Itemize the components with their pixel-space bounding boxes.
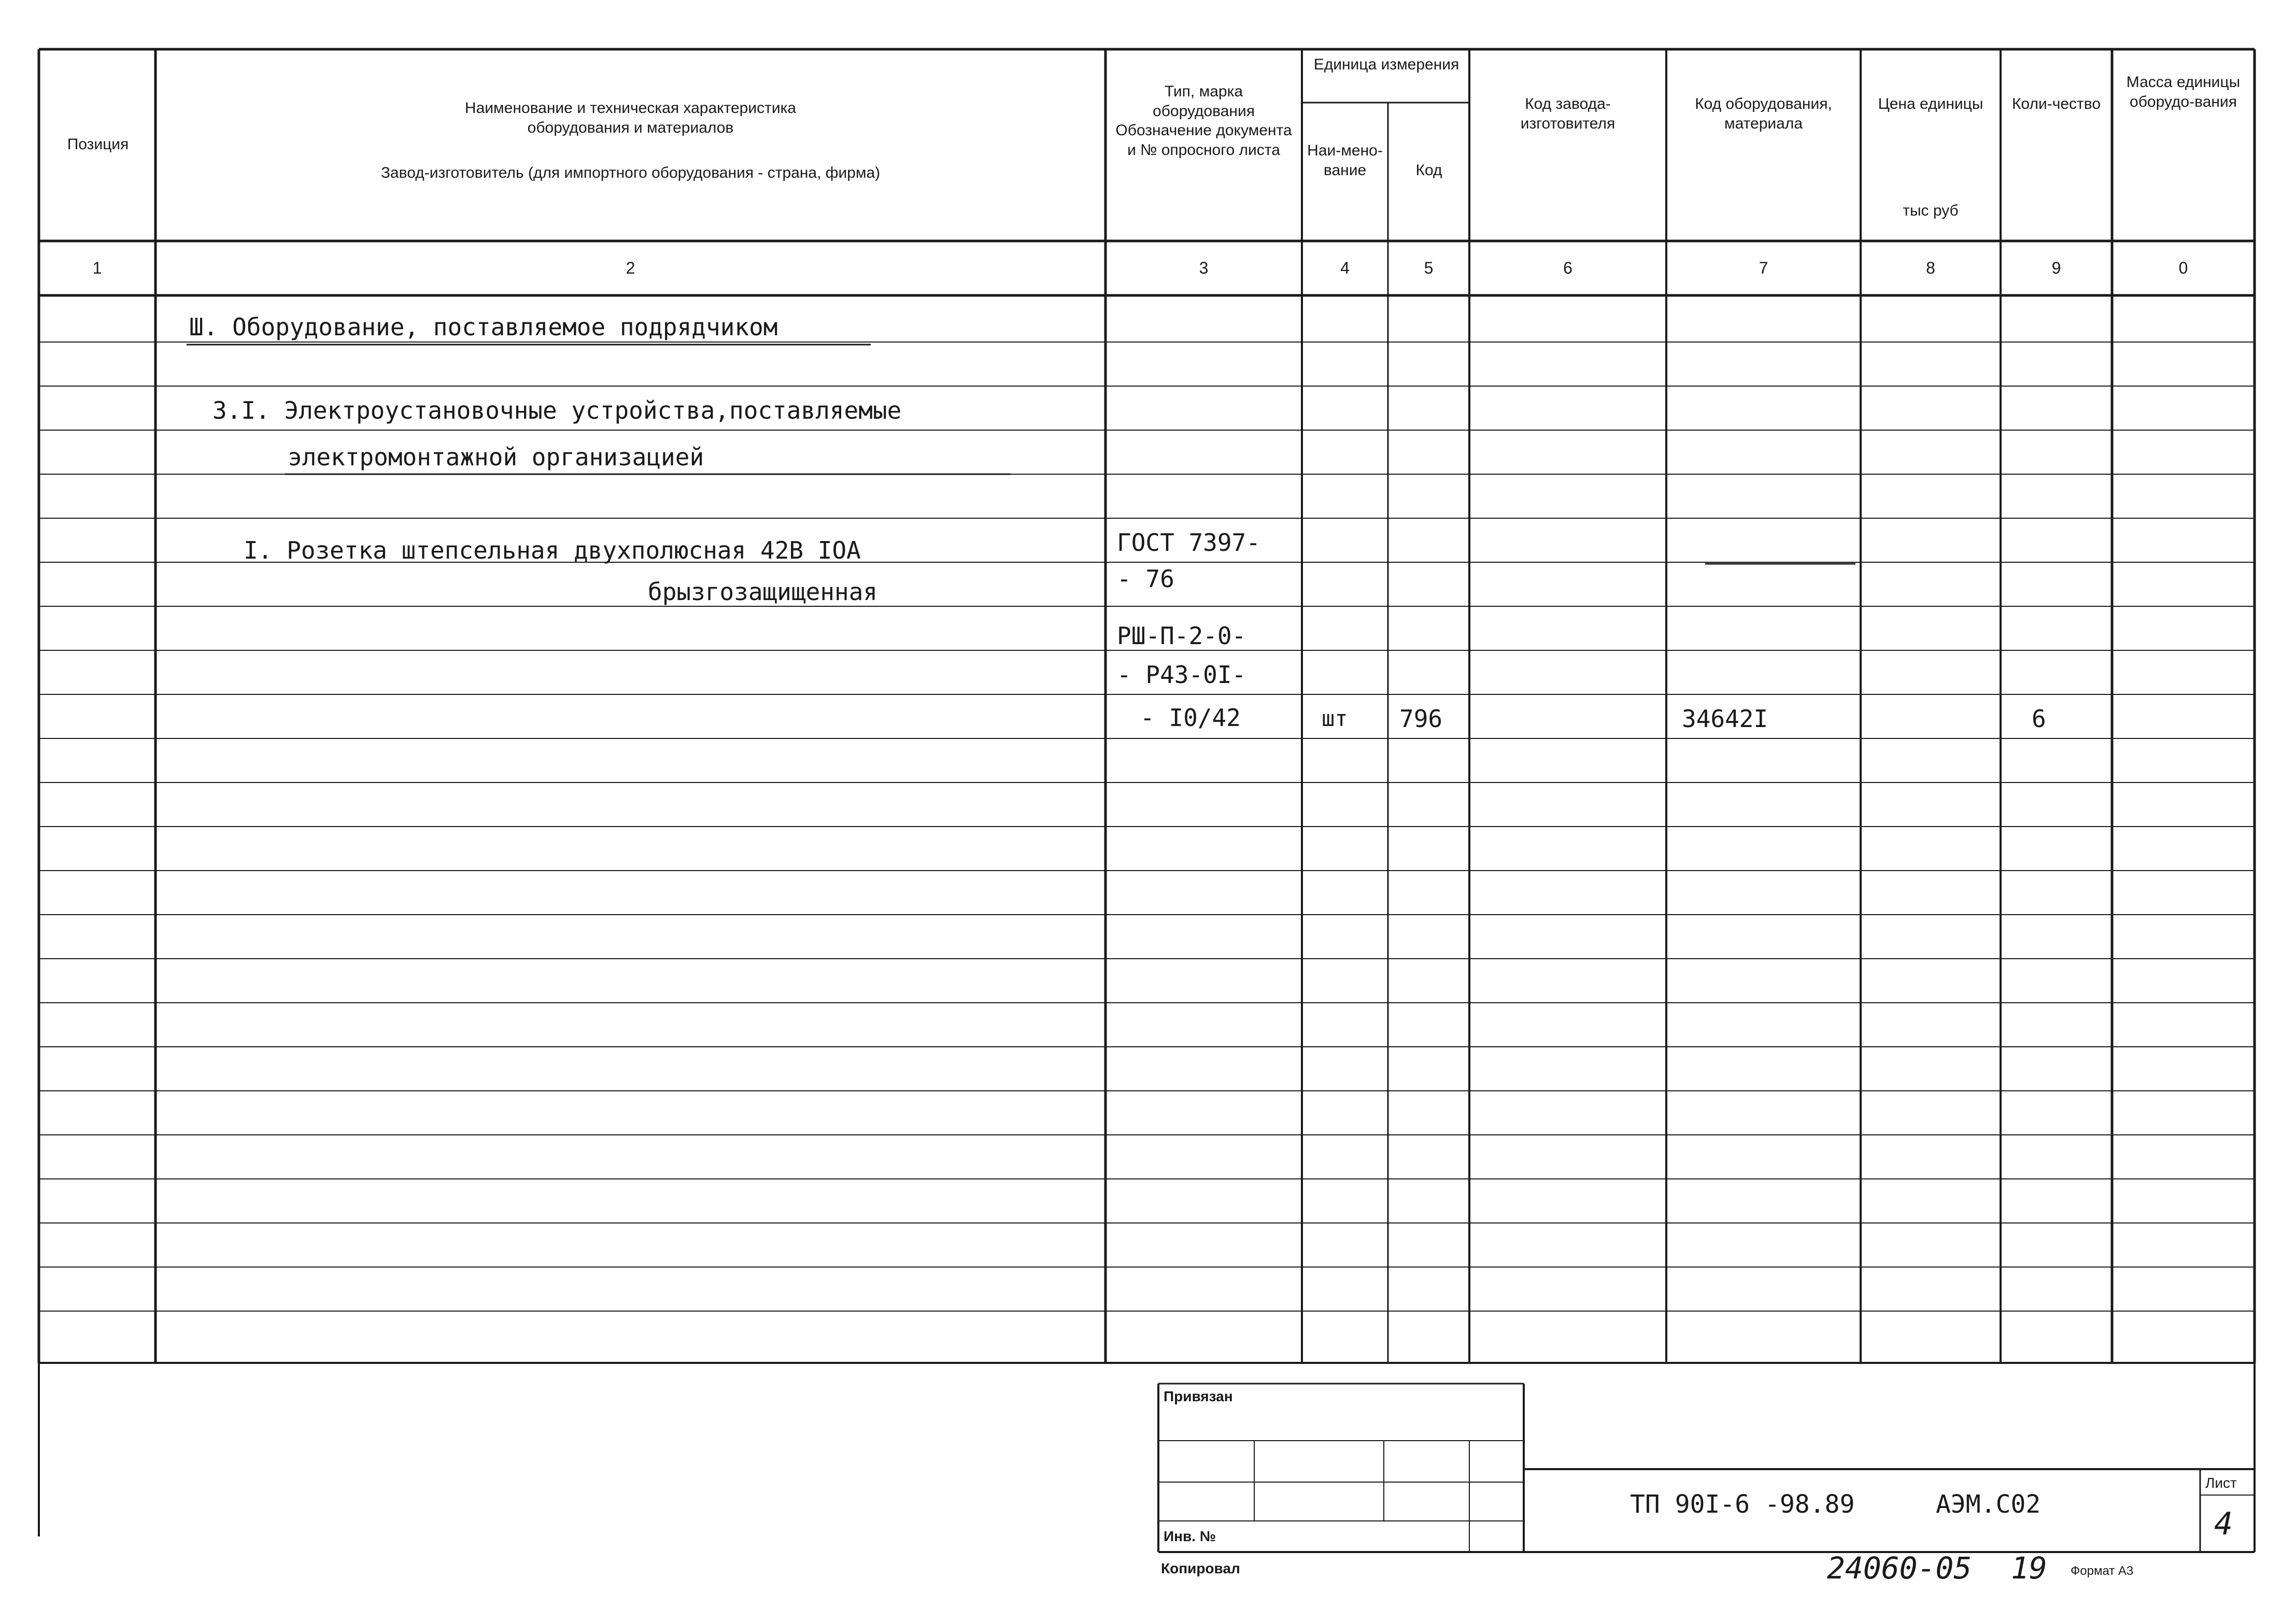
header-unit-group: Единица измерения	[1313, 56, 1459, 73]
stamp-sheet-number: 4	[2214, 1506, 2233, 1542]
subsection-title-line1: 3.I. Электроустановочные устройства,поставляемые	[212, 396, 902, 424]
footer-format: Формат А3	[2071, 1564, 2134, 1578]
column-number-5: 5	[1424, 259, 1434, 277]
item-name-line1: I. Розетка штепсельная двухполюсная 42В IOA	[244, 536, 861, 564]
stamp-linked: Привязан	[1164, 1388, 1233, 1404]
stamp-sheet-label: Лист	[2205, 1475, 2237, 1491]
item-type-line5: - I0/42	[1140, 704, 1241, 732]
column-number-1: 1	[92, 259, 102, 277]
header-unit-name: Наи-мено-вание	[1307, 142, 1383, 179]
item-type-line2: - 76	[1117, 565, 1174, 593]
column-number-3: 3	[1199, 259, 1209, 277]
footer-archive-number: 24060-05	[1827, 1550, 1972, 1586]
header-name-line3: Завод-изготовитель (для импортного оборудования - страна, фирма)	[380, 164, 881, 181]
stamp-designation: ТП 90I-6 -98.89	[1630, 1490, 1855, 1519]
item-unit-code: 796	[1399, 705, 1443, 733]
footer-sheet-archive: 19	[2011, 1550, 2047, 1586]
header-name-line1: Наименование и техническая характеристика	[464, 99, 797, 117]
item-equipment-code: 34642I	[1682, 705, 1768, 733]
item-type-line1: ГОСТ 7397-	[1117, 529, 1260, 557]
item-unit: шт	[1322, 706, 1348, 731]
item-type-line4: - Р43-0I-	[1117, 661, 1246, 689]
column-number-10: 0	[2178, 259, 2188, 277]
column-number-7: 7	[1759, 259, 1768, 277]
header-quantity: Коли-чество	[2011, 95, 2101, 112]
stamp-code: АЭМ.С02	[1936, 1490, 2041, 1519]
header-name-line2: оборудования и материалов	[527, 119, 734, 136]
column-number-9: 9	[2051, 259, 2061, 277]
header-price-unit: тыс руб	[1903, 202, 1959, 219]
column-number-8: 8	[1926, 259, 1935, 277]
column-number-4: 4	[1340, 259, 1350, 277]
item-quantity: 6	[2032, 705, 2046, 733]
column-number-2: 2	[626, 259, 635, 277]
header-equipment-code: Код оборудования, материала	[1695, 95, 1832, 132]
subsection-title-line2: электромонтажной организацией	[288, 443, 704, 471]
column-number-6: 6	[1563, 259, 1572, 277]
header-mass: Масса единицы оборудо-вания	[2126, 74, 2241, 110]
item-type-line3: РШ-П-2-0-	[1117, 622, 1246, 650]
header-position: Позиция	[67, 136, 129, 153]
header-price: Цена единицы	[1878, 95, 1983, 112]
footer-copied: Копировал	[1161, 1560, 1240, 1576]
stamp-inventory: Инв. №	[1164, 1528, 1216, 1544]
header-manufacturer-code: Код завода-изготовителя	[1520, 95, 1615, 132]
item-name-line2: брызгозащищенная	[648, 578, 878, 606]
header-unit-code: Код	[1415, 162, 1442, 179]
section-title: Ш. Оборудование, поставляемое подрядчиком	[189, 313, 778, 341]
header-type: Тип, марка оборудования Обозначение документа и № опросного листа	[1115, 83, 1292, 159]
